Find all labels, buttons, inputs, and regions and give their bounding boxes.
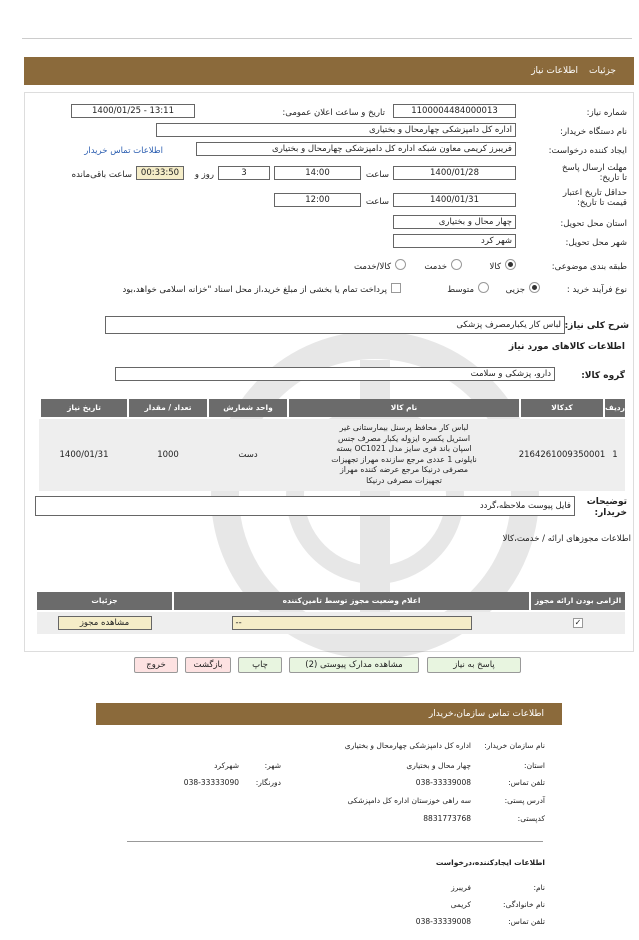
row-qty: 1000: [157, 450, 179, 460]
table-row: [37, 612, 625, 634]
process-label: نوع فرآیند خرید :: [566, 285, 627, 295]
creator-first-name-label: نام:: [533, 883, 545, 892]
contact-province-label: استان:: [524, 761, 545, 770]
days-value: 3: [218, 166, 270, 180]
row-date: 1400/01/31: [59, 450, 109, 460]
days-label: روز و: [194, 170, 214, 180]
announce-value: 1400/01/25 - 13:11: [71, 104, 195, 118]
row-name: لباس کار محافظ پرسنل بیمارستانی غیر استریل یکسره ایزوله یکبار مصرف جنس اسپان باند فری سایز مدل OC1021 بسته نایلونی 1 عددی مرجع سازنده مهراز تجهیزات مصرفی درنیکا مرجع عرضه کننده مهراز تجهیزات مصرفی درنیکا: [331, 423, 477, 485]
contact-buyer-value: اداره کل دامپزشکی چهارمحال و بختیاری: [344, 741, 471, 750]
category-goods-radio[interactable]: [505, 259, 516, 270]
buyer-notes-label: توضیحات خریدار:: [586, 497, 627, 518]
tab-need-info[interactable]: اطلاعات نیاز: [531, 66, 578, 76]
contact-province-value: چهار محال و بختیاری: [406, 761, 471, 770]
city-label: شهر محل تحویل:: [565, 238, 627, 248]
contact-phone-value: 038-33339008: [415, 778, 471, 787]
need-number-label: شماره نیاز:: [586, 108, 627, 118]
validity-time-label: ساعت: [365, 197, 389, 207]
print-button[interactable]: چاپ: [238, 657, 282, 673]
col-name: نام کالا: [289, 399, 519, 417]
deadline-date: 1400/01/28: [393, 166, 516, 180]
creator-first-name-value: فریبرز: [451, 883, 471, 892]
creator-info-title: اطلاعات ایجادکننده،درخواست: [435, 858, 545, 867]
city-value: شهر کرد: [393, 234, 516, 248]
col-date: تاریخ نیاز: [41, 399, 127, 417]
validity-time: 12:00: [274, 193, 361, 207]
payment-checkbox[interactable]: [391, 283, 401, 293]
col-details: جزئیات: [37, 592, 172, 610]
row-unit: دست: [238, 450, 258, 460]
permit-status-field[interactable]: --: [232, 616, 472, 630]
row-code: 2164261009350001: [518, 450, 606, 460]
col-qty: تعداد / مقدار: [129, 399, 207, 417]
contact-postal-value: 8831773768: [423, 814, 471, 823]
buyer-value: اداره کل دامپزشکی چهارمحال و بختیاری: [156, 123, 516, 137]
summary-value: لباس کار یکبارمصرف پزشکی: [105, 316, 565, 334]
top-divider: [22, 38, 632, 39]
tab-details[interactable]: جزئیات: [589, 66, 616, 76]
contact-divider: [127, 841, 543, 842]
reply-button[interactable]: پاسخ به نیاز: [427, 657, 521, 673]
col-required: الزامی بودن ارائه مجوز: [531, 592, 625, 610]
goods-info-title: اطلاعات کالاهای مورد نیاز: [508, 342, 625, 352]
group-value: دارو، پزشکی و سلامت: [115, 367, 555, 381]
category-service-label: خدمت: [424, 262, 447, 272]
contact-postal-label: کدپستی:: [517, 814, 545, 823]
announce-label: تاریخ و ساعت اعلان عمومی:: [282, 108, 385, 118]
deadline-time-label: ساعت: [365, 170, 389, 180]
process-medium-radio[interactable]: [478, 282, 489, 293]
col-code: کدکالا: [521, 399, 603, 417]
remaining-time: 00:33:50: [136, 166, 184, 180]
row-index: 1: [612, 450, 618, 460]
contact-city-label: شهر:: [264, 761, 281, 770]
category-both-label: کالا/خدمت: [354, 262, 391, 272]
buyer-notes-value: فایل پیوست ملاحظه،گردد: [35, 496, 575, 516]
permits-table: [37, 592, 625, 634]
validity-label: حداقل تاریخ اعتبار قیمت تا تاریخ:: [562, 188, 627, 208]
buyer-contact-link[interactable]: اطلاعات تماس خریدار: [84, 146, 163, 156]
contact-title: اطلاعات تماس سازمان،خریدار: [428, 709, 544, 719]
creator-phone-label: تلفن تماس:: [508, 917, 545, 926]
view-permit-button[interactable]: مشاهده مجوز: [58, 616, 152, 630]
contact-address-label: آدرس پستی:: [504, 796, 545, 805]
goods-table: [39, 399, 625, 491]
permits-title: اطلاعات مجوزهای ارائه / خدمت،کالا: [502, 534, 631, 544]
summary-label: شرح کلی نیاز:: [564, 321, 629, 331]
process-partial-label: جزیی: [505, 285, 525, 295]
table-row: [39, 419, 625, 491]
province-label: استان محل تحویل:: [560, 219, 627, 229]
exit-button[interactable]: خروج: [134, 657, 178, 673]
contact-fax-label: دورنگار:: [255, 778, 281, 787]
buyer-label: نام دستگاه خریدار:: [560, 127, 627, 137]
deadline-label: مهلت ارسال پاسخ تا تاریخ:: [562, 163, 627, 183]
creator-value: فریبرز کریمی معاون شبکه اداره کل دامپزشکی چهارمحال و بختیاری: [196, 142, 516, 156]
category-service-radio[interactable]: [451, 259, 462, 270]
creator-phone-value: 038-33339008: [415, 917, 471, 926]
province-value: چهار محال و بختیاری: [393, 215, 516, 229]
contact-buyer-label: نام سازمان خریدار:: [484, 741, 545, 750]
permits-table-header: [37, 592, 625, 610]
creator-last-name-value: کریمی: [450, 900, 471, 909]
group-label: گروه کالا:: [581, 371, 625, 381]
header-bar: [24, 57, 634, 85]
category-both-radio[interactable]: [395, 259, 406, 270]
validity-date: 1400/01/31: [393, 193, 516, 207]
permit-required-checkbox[interactable]: ✓: [574, 618, 582, 627]
contact-address-value: سه راهی خوزستان اداره کل دامپزشکی: [347, 796, 471, 805]
category-label: طبقه بندی موضوعی:: [551, 262, 627, 272]
view-attachments-button[interactable]: مشاهده مدارک پیوستی (2): [289, 657, 419, 673]
col-status: اعلام وضعیت مجوز توسط تامین‌کننده: [174, 592, 529, 610]
contact-header: [96, 703, 562, 725]
col-index: ردیف: [605, 399, 625, 417]
process-partial-radio[interactable]: [529, 282, 540, 293]
contact-fax-value: 038-33333090: [183, 778, 239, 787]
goods-table-header: [39, 399, 625, 417]
creator-label: ایجاد کننده درخواست:: [548, 146, 627, 156]
back-button[interactable]: بازگشت: [185, 657, 231, 673]
need-number-value: 1100004484000013: [393, 104, 516, 118]
creator-last-name-label: نام خانوادگی:: [502, 900, 545, 909]
deadline-time: 14:00: [274, 166, 361, 180]
contact-phone-label: تلفن تماس:: [508, 778, 545, 787]
payment-note: پرداخت تمام یا بخشی از مبلغ خرید،از محل اسناد "خزانه اسلامی خواهد،بود: [122, 285, 387, 295]
process-medium-label: متوسط: [447, 285, 474, 295]
col-unit: واحد شمارش: [209, 399, 287, 417]
contact-city-value: شهرکرد: [214, 761, 239, 770]
remaining-label: ساعت باقی‌مانده: [71, 170, 132, 180]
category-goods-label: کالا: [489, 262, 501, 272]
